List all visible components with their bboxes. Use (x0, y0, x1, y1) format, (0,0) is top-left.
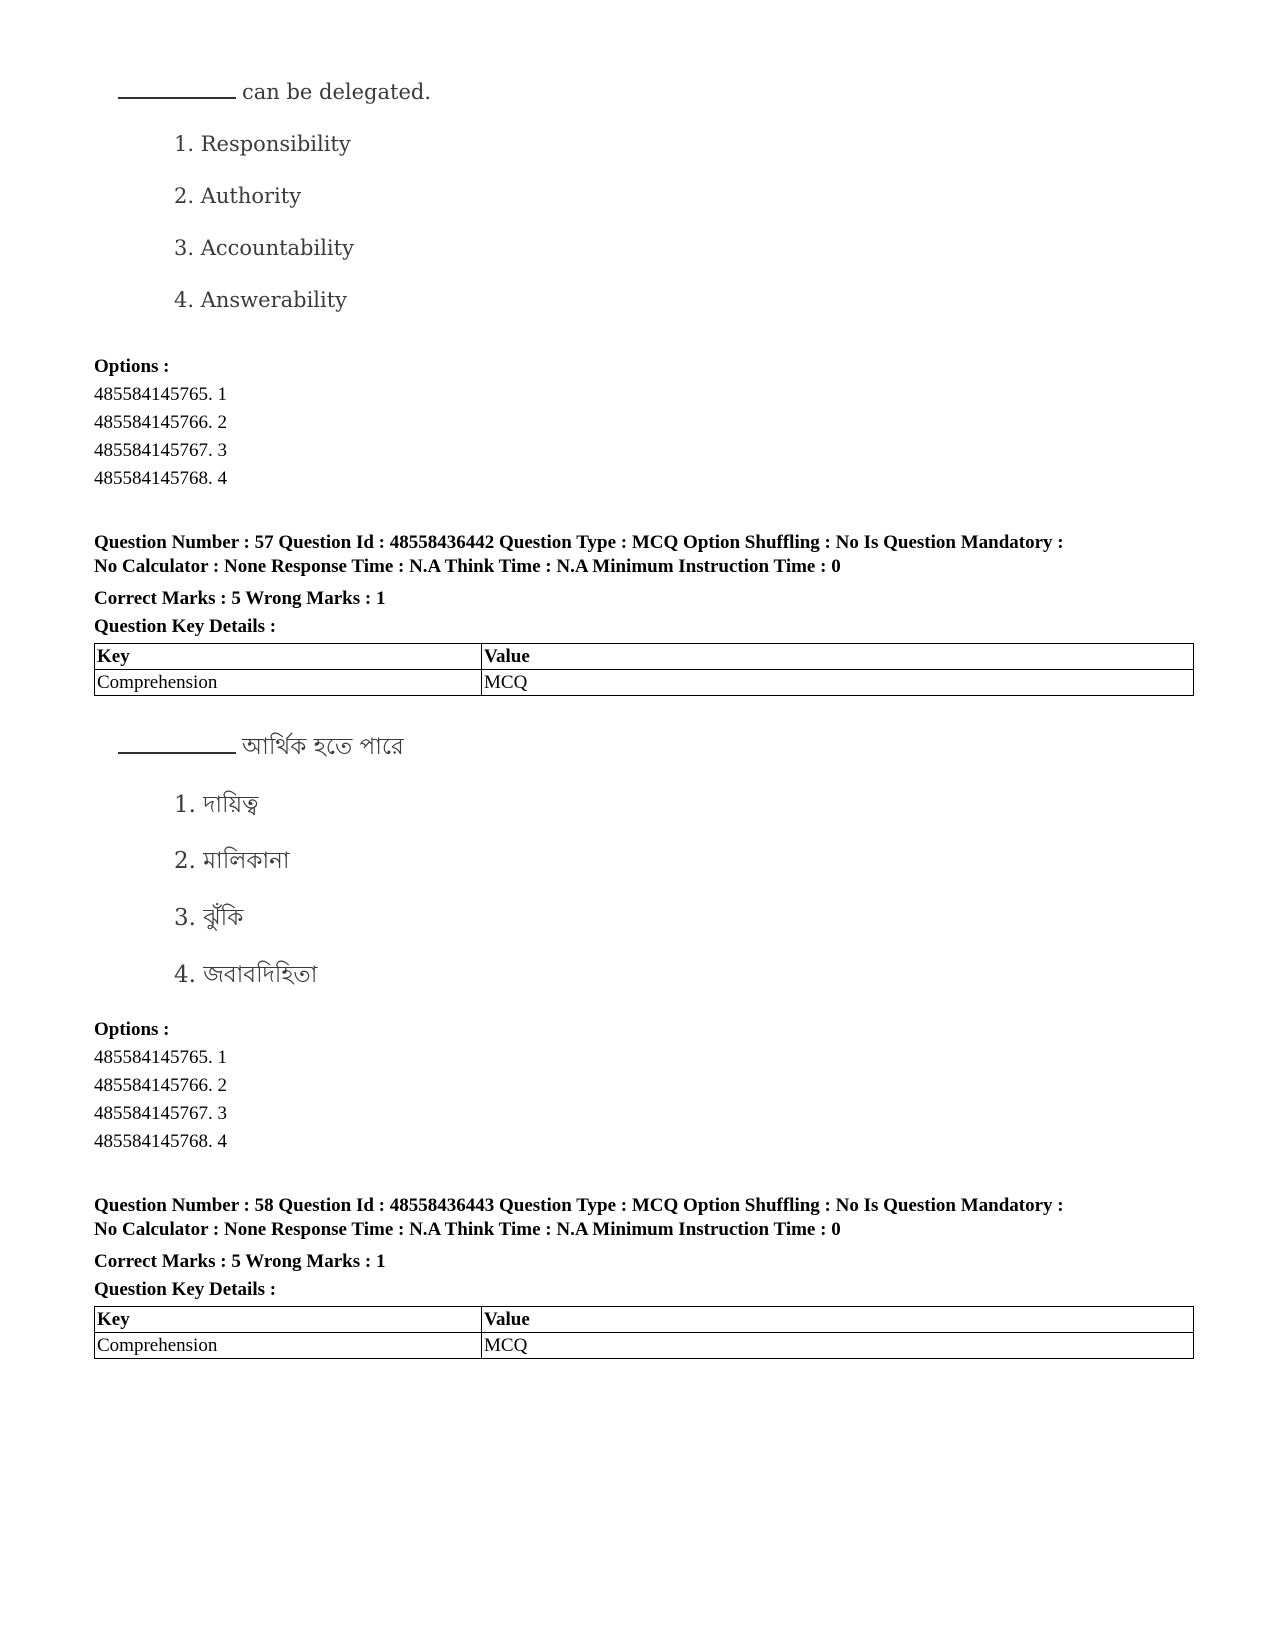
choice-4: 4. জবাবদিহিতা (174, 962, 318, 988)
table-cell-value: MCQ (482, 670, 1194, 696)
question-meta-line2: No Calculator : None Response Time : N.A Think Time : N.A Minimum Instruction Time : 0 (94, 1219, 841, 1240)
fill-blank-line (118, 96, 236, 99)
question-meta-line2: No Calculator : None Response Time : N.A Think Time : N.A Minimum Instruction Time : 0 (94, 556, 841, 577)
options-label: Options : (94, 1019, 170, 1040)
choice-3: 3. Accountability (174, 236, 354, 260)
question-stem: আর্থিক হতে পারে (118, 728, 404, 767)
option-line: 485584145767. 3 (94, 440, 227, 461)
option-line: 485584145766. 2 (94, 412, 227, 433)
marks-line: Correct Marks : 5 Wrong Marks : 1 (94, 588, 386, 609)
marks-line: Correct Marks : 5 Wrong Marks : 1 (94, 1251, 386, 1272)
choice-3: 3. ঝুঁকি (174, 905, 244, 931)
key-details-table (94, 643, 1194, 696)
question-meta-line1: Question Number : 58 Question Id : 48558436443 Question Type : MCQ Option Shuffling : No Is Question Mandatory : (94, 1195, 1064, 1216)
key-details-label: Question Key Details : (94, 1279, 277, 1300)
question-meta (94, 1194, 1204, 1242)
table-cell-key: Comprehension (95, 1333, 482, 1359)
question-stem: can be delegated. (118, 80, 431, 104)
table-header-row (95, 644, 1194, 670)
choice-1: 1. Responsibility (174, 132, 351, 156)
option-line: 485584145765. 1 (94, 1047, 227, 1068)
key-details-table (94, 1306, 1194, 1359)
question-meta-line1: Question Number : 57 Question Id : 48558436442 Question Type : MCQ Option Shuffling : No Is Question Mandatory : (94, 532, 1064, 553)
choice-2: 2. Authority (174, 184, 302, 208)
option-line: 485584145767. 3 (94, 1103, 227, 1124)
table-cell-key: Comprehension (95, 670, 482, 696)
choice-4: 4. Answerability (174, 288, 348, 312)
choice-2: 2. মালিকানা (174, 848, 290, 874)
fill-blank-line (118, 751, 236, 754)
options-label: Options : (94, 356, 170, 377)
table-header-value: Value (482, 644, 1194, 670)
table-row (95, 1333, 1194, 1359)
option-line: 485584145768. 4 (94, 1131, 227, 1152)
table-header-key: Key (95, 644, 482, 670)
table-header-value: Value (482, 1307, 1194, 1333)
table-header-key: Key (95, 1307, 482, 1333)
table-cell-value: MCQ (482, 1333, 1194, 1359)
key-details-label: Question Key Details : (94, 616, 277, 637)
option-line: 485584145766. 2 (94, 1075, 227, 1096)
table-header-row (95, 1307, 1194, 1333)
question-image-bengali (118, 728, 448, 998)
option-line: 485584145765. 1 (94, 384, 227, 405)
choice-1: 1. দায়িত্ব (174, 792, 259, 818)
question-meta (94, 531, 1204, 579)
question-image-english (118, 78, 448, 328)
option-line: 485584145768. 4 (94, 468, 227, 489)
table-row (95, 670, 1194, 696)
